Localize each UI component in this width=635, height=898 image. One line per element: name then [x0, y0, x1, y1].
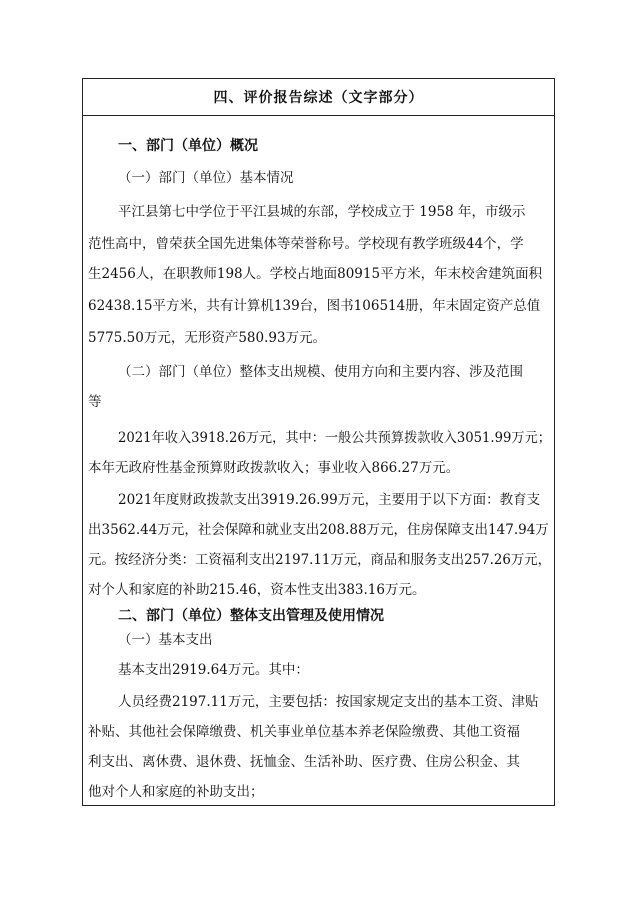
section-2-heading: 二、部门（单位）整体支出管理及使用情况	[118, 608, 384, 624]
paragraph-line: 基本支出2919.64万元。其中：	[118, 662, 309, 678]
paragraph-line: 生2456人，在职教师198人。学校占地面80915平方米，年末校舍建筑面积	[88, 266, 543, 282]
paragraph-line: 他对个人和家庭的补助支出；	[88, 784, 264, 800]
paragraph-line: 5775.50万元，无形资产580.93万元。	[88, 330, 327, 346]
paragraph-line: 范性高中，曾荣获全国先进集体等荣誉称号。学校现有教学班级44个，学	[88, 236, 524, 252]
title-row	[83, 79, 554, 116]
paragraph-line: 本年无政府性基金预算财政拨款收入；事业收入866.27万元。	[88, 460, 460, 476]
paragraph-line: 2021年度财政拨款支出3919.26.99万元，主要用于以下方面：教育支	[118, 492, 541, 508]
paragraph-line: 利支出、离休费、退休费、抚恤金、生活补助、医疗费、住房公积金、其	[88, 754, 520, 770]
paragraph-line: 元。按经济分类：工资福利支出2197.11万元，商品和服务支出257.26万元，	[88, 552, 551, 568]
section-1-1-heading: （一）部门（单位）基本情况	[118, 170, 294, 186]
paragraph-line: 出3562.44万元，社会保障和就业支出208.88万元，住房保障支出147.94万	[88, 522, 549, 538]
section-1-2-heading-cont: 等	[88, 394, 102, 410]
paragraph-line: 对个人和家庭的补助215.46，资本性支出383.16万元。	[88, 582, 426, 598]
paragraph-line: 2021年收入3918.26万元，其中：一般公共预算拨款收入3051.99万元；	[118, 430, 552, 446]
paragraph-line: 62438.15平方米，共有计算机139台，图书106514册，年末固定资产总值	[88, 298, 541, 314]
paragraph-line: 平江县第七中学位于平江县城的东部，学校成立于 1958 年，市级示	[118, 204, 526, 220]
section-1-2-heading: （二）部门（单位）整体支出规模、使用方向和主要内容、涉及范围	[118, 364, 523, 380]
paragraph-line: 补贴、其他社会保障缴费、机关事业单位基本养老保险缴费、其他工资福	[88, 724, 520, 740]
paragraph-line: 人员经费2197.11万元，主要包括：按国家规定支出的基本工资、津贴	[118, 694, 539, 710]
report-title: 四、评价报告综述（文字部分）	[213, 90, 424, 106]
section-2-1-heading: （一）基本支出	[118, 632, 213, 648]
section-1-heading: 一、部门（单位）概况	[118, 138, 258, 154]
